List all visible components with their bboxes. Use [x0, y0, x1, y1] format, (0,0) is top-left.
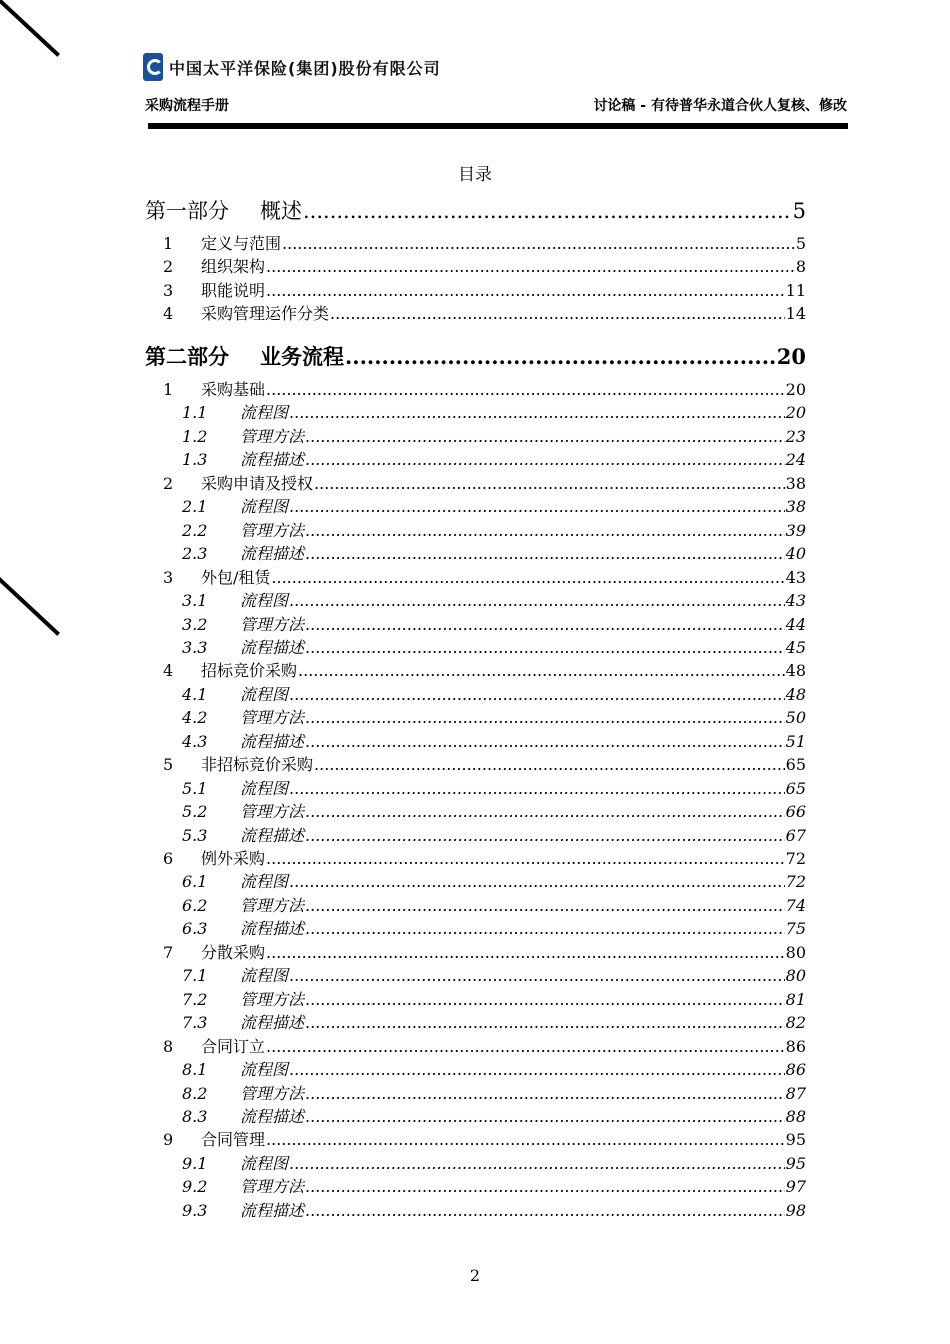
dot-leader [271, 568, 784, 586]
toc-entry-page: 40 [785, 544, 806, 564]
toc-entry-number: 9.1 [182, 1153, 208, 1173]
toc-entry-title: 管理方法 [240, 1083, 305, 1103]
toc-entry-page: 81 [785, 989, 806, 1009]
dot-leader [266, 1037, 785, 1055]
dot-leader [289, 779, 785, 797]
toc-entry-number: 2.1 [182, 497, 208, 517]
toc-subsection[interactable] [145, 776, 806, 799]
toc-entry-title: 管理方法 [240, 520, 305, 540]
dot-leader [305, 990, 785, 1008]
toc-subsection[interactable] [145, 424, 806, 447]
toc-entry-title: 合同管理 [201, 1130, 266, 1150]
dot-leader [305, 826, 785, 844]
toc-entry-number: 8.1 [182, 1060, 208, 1080]
toc-entry-number: 3 [163, 567, 174, 587]
company-logo [143, 50, 441, 84]
toc-entry-page: 5 [795, 234, 806, 253]
toc-entry-page: 95 [785, 1153, 806, 1173]
toc-entry-number: 第二部分 [145, 344, 229, 369]
toc-title: 目录 [458, 165, 492, 185]
toc-entry-page: 82 [785, 1013, 806, 1033]
toc-entry-title: 业务流程 [260, 344, 344, 369]
dot-leader [305, 708, 785, 726]
toc-subsection[interactable] [145, 799, 806, 822]
toc-section[interactable] [145, 278, 806, 301]
toc-entry-title: 招标竞价采购 [201, 661, 298, 681]
toc-entry-page: 87 [785, 1083, 806, 1103]
toc-entry-title: 合同订立 [201, 1036, 266, 1056]
toc-section[interactable] [145, 1127, 806, 1150]
toc-entry-page: 24 [785, 450, 806, 470]
manual-title: 采购流程手册 [145, 98, 229, 114]
toc-entry-title: 流程描述 [240, 919, 305, 939]
crop-mark-top [0, 0, 60, 57]
toc-entry-page: 43 [785, 591, 806, 611]
toc-section[interactable] [145, 846, 806, 869]
toc-section[interactable] [145, 254, 806, 277]
dot-leader [289, 1154, 785, 1172]
toc-entry-title: 流程描述 [240, 1106, 305, 1126]
toc-section[interactable] [145, 565, 806, 588]
toc-entry-page: 48 [785, 684, 806, 704]
toc-entry-page: 86 [785, 1060, 806, 1080]
toc-subsection[interactable] [145, 729, 806, 752]
toc-subsection[interactable] [145, 893, 806, 916]
toc-entry-title: 组织架构 [201, 257, 266, 277]
toc-entry-page: 65 [785, 755, 806, 775]
toc-entry-title: 流程描述 [240, 1200, 305, 1220]
toc-entry-number: 2.2 [182, 520, 208, 540]
toc-entry-title: 非招标竞价采购 [201, 755, 314, 775]
toc-entry-title: 流程描述 [240, 637, 305, 657]
toc-entry-page: 8 [795, 257, 806, 277]
dot-leader [298, 661, 785, 679]
toc-entry-number: 6.3 [182, 919, 208, 939]
toc-section[interactable] [145, 377, 806, 400]
toc-entry-number: 3.2 [182, 614, 208, 634]
dot-leader [266, 1130, 785, 1148]
toc-entry-page: 66 [785, 802, 806, 822]
toc-entry-title: 流程图 [240, 872, 289, 892]
toc-entry-title: 分散采购 [201, 942, 266, 962]
toc-entry-title: 采购基础 [201, 380, 266, 399]
toc-subsection[interactable] [145, 682, 806, 705]
dot-leader [289, 872, 785, 890]
toc-entry-title: 管理方法 [240, 989, 305, 1009]
toc-entry-title: 管理方法 [240, 802, 305, 822]
toc-subsection[interactable] [145, 541, 806, 564]
toc-entry-number: 5.1 [182, 778, 208, 798]
toc-section[interactable] [145, 231, 806, 254]
dot-leader [305, 638, 785, 656]
toc-entry-number: 1 [163, 234, 174, 253]
toc-entry-title: 流程描述 [240, 731, 305, 751]
toc-entry-number: 4.2 [182, 708, 208, 728]
toc-entry-number: 3 [163, 280, 174, 300]
toc-entry-title: 采购管理运作分类 [201, 304, 330, 324]
toc-entry-page: 80 [785, 942, 806, 962]
dot-leader [305, 450, 785, 468]
dot-leader [330, 304, 785, 322]
toc-entry-page: 74 [785, 895, 806, 915]
toc-entry-number: 2.3 [182, 544, 208, 564]
dot-leader [305, 1201, 785, 1219]
toc-subsection[interactable] [145, 963, 806, 986]
toc-subsection[interactable] [145, 494, 806, 517]
dot-leader [289, 497, 785, 515]
toc-entry-number: 5.2 [182, 802, 208, 822]
dot-leader [282, 234, 795, 252]
toc-entry-number: 2 [163, 473, 174, 493]
dot-leader [305, 802, 785, 820]
toc-entry-number: 2 [163, 257, 174, 277]
toc-entry-number: 第一部分 [145, 199, 229, 223]
toc-entry-page: 75 [785, 919, 806, 939]
dot-leader [303, 199, 792, 223]
toc-entry-page: 72 [785, 849, 806, 868]
toc-entry-number: 6.1 [182, 872, 208, 892]
toc-entry-title: 管理方法 [240, 1177, 305, 1197]
dot-leader [289, 966, 785, 984]
dot-leader [314, 474, 785, 492]
toc-subsection[interactable] [145, 1104, 806, 1127]
toc-entry-page: 51 [785, 731, 806, 751]
toc-subsection[interactable] [145, 588, 806, 611]
toc-section[interactable] [145, 752, 806, 775]
toc-entry-page: 45 [785, 637, 806, 657]
toc-entry-page: 95 [785, 1130, 806, 1150]
toc-entry-number: 1 [163, 380, 174, 399]
toc-entry-page: 20 [785, 403, 806, 423]
toc-entry-page: 38 [785, 473, 806, 493]
dot-leader [305, 1084, 785, 1102]
toc-entry-title: 流程描述 [240, 450, 305, 470]
toc-entry-number: 9.2 [182, 1177, 208, 1197]
dot-leader [266, 943, 785, 961]
toc-entry-title: 采购申请及授权 [201, 473, 314, 493]
toc-entry-title: 管理方法 [240, 895, 305, 915]
toc-entry-title: 定义与范围 [201, 234, 282, 253]
toc-entry-number: 7.2 [182, 989, 208, 1009]
dot-leader [305, 1177, 785, 1195]
toc-entry-number: 5.3 [182, 825, 208, 845]
toc-entry-title: 流程图 [240, 497, 289, 517]
toc-subsection[interactable] [145, 916, 806, 939]
toc-entry-page: 14 [785, 304, 806, 324]
dot-leader [289, 1060, 785, 1078]
toc-entry-page: 80 [785, 966, 806, 986]
toc-entry-page: 88 [785, 1106, 806, 1126]
toc-section[interactable] [145, 658, 806, 681]
dot-leader [345, 344, 776, 368]
toc-entry-number: 6 [163, 849, 174, 868]
toc-entry-number: 8.2 [182, 1083, 208, 1103]
toc-entry-number: 6.2 [182, 895, 208, 915]
toc-subsection[interactable] [145, 705, 806, 728]
toc-entry-title: 流程图 [240, 966, 289, 986]
toc-entry-number: 9.3 [182, 1200, 208, 1220]
toc-entry-number: 4 [163, 661, 174, 681]
toc-entry-number: 1.2 [182, 426, 208, 446]
toc-subsection[interactable] [145, 447, 806, 470]
dot-leader [289, 403, 785, 421]
toc-part[interactable] [145, 195, 806, 225]
toc-entry-page: 98 [785, 1200, 806, 1220]
dot-leader [266, 380, 785, 398]
toc-subsection[interactable] [145, 987, 806, 1010]
dot-leader [289, 685, 785, 703]
toc-entry-page: 65 [785, 778, 806, 798]
toc-entry-page: 44 [785, 614, 806, 634]
toc-entry-title: 流程图 [240, 778, 289, 798]
toc-entry-title: 流程图 [240, 1060, 289, 1080]
dot-leader [305, 615, 785, 633]
toc-subsection[interactable] [145, 869, 806, 892]
toc-entry-page: 50 [785, 708, 806, 728]
toc-entry-page: 67 [785, 825, 806, 845]
toc-entry-page: 11 [785, 280, 806, 300]
toc-entry-page: 72 [785, 872, 806, 892]
toc-entry-number: 7.3 [182, 1013, 208, 1033]
dot-leader [305, 896, 785, 914]
toc-section[interactable] [145, 471, 806, 494]
toc-entry-page: 23 [785, 426, 806, 446]
toc-entry-page: 86 [785, 1036, 806, 1056]
logo-icon [143, 53, 163, 81]
toc-section[interactable] [145, 940, 806, 963]
dot-leader [266, 849, 785, 867]
dot-leader [305, 1107, 785, 1125]
toc-entry-number: 5 [163, 755, 174, 775]
toc-entry-number: 8.3 [182, 1106, 208, 1126]
toc-section[interactable] [145, 1034, 806, 1057]
dot-leader [314, 755, 785, 773]
toc-entry-number: 4.1 [182, 684, 208, 704]
toc-entry-title: 流程描述 [240, 1013, 305, 1033]
toc-entry-number: 7 [163, 942, 174, 962]
toc-entry-title: 管理方法 [240, 708, 305, 728]
toc-subsection[interactable] [145, 1081, 806, 1104]
dot-leader [305, 427, 785, 445]
toc-entry-page: 5 [792, 199, 806, 223]
toc-entry-title: 流程图 [240, 684, 289, 704]
dot-leader [305, 1013, 785, 1031]
toc-entry-page: 38 [785, 497, 806, 517]
toc-entry-number: 1.1 [182, 403, 208, 423]
toc-part[interactable] [145, 341, 806, 371]
toc-subsection[interactable] [145, 1151, 806, 1174]
toc-entry-title: 概述 [260, 199, 302, 223]
toc-entry-number: 1.3 [182, 450, 208, 470]
toc-entry-number: 4.3 [182, 731, 208, 751]
toc-entry-title: 流程描述 [240, 825, 305, 845]
toc-entry-title: 流程描述 [240, 544, 305, 564]
dot-leader [305, 732, 785, 750]
toc-entry-number: 8 [163, 1036, 174, 1056]
page-number: 2 [469, 1266, 481, 1285]
toc-entry-page: 43 [785, 567, 806, 587]
toc-subsection[interactable] [145, 823, 806, 846]
toc-entry-title: 管理方法 [240, 614, 305, 634]
dot-leader [289, 591, 785, 609]
dot-leader [305, 919, 785, 937]
toc-entry-title: 管理方法 [240, 426, 305, 446]
toc-subsection[interactable] [145, 612, 806, 635]
toc-entry-page: 20 [776, 344, 806, 369]
toc-subsection[interactable] [145, 518, 806, 541]
dot-leader [266, 257, 795, 275]
toc-entry-number: 4 [163, 304, 174, 324]
dot-leader [266, 281, 785, 299]
toc-entry-page: 39 [785, 520, 806, 540]
toc-entry-number: 3.3 [182, 637, 208, 657]
logo-text: 中国太平洋保险(集团)股份有限公司 [169, 58, 441, 78]
toc-entry-title: 职能说明 [201, 280, 266, 300]
toc-subsection[interactable] [145, 1057, 806, 1080]
toc-entry-page: 48 [785, 661, 806, 681]
toc-subsection[interactable] [145, 1174, 806, 1197]
crop-mark-middle [0, 577, 60, 636]
toc-entry-number: 7.1 [182, 966, 208, 986]
dot-leader [305, 544, 785, 562]
dot-leader [305, 521, 785, 539]
draft-notice: 讨论稿 - 有待普华永道合伙人复核、修改 [593, 98, 847, 114]
toc-entry-title: 流程图 [240, 591, 289, 611]
toc-entry-number: 3.1 [182, 591, 208, 611]
toc-entry-page: 97 [785, 1177, 806, 1197]
toc-subsection[interactable] [145, 1010, 806, 1033]
toc-entry-title: 外包/租赁 [201, 567, 271, 587]
toc-subsection[interactable] [145, 635, 806, 658]
toc-subsection[interactable] [145, 400, 806, 423]
toc-entry-number: 9 [163, 1130, 174, 1150]
toc-subsection[interactable] [145, 1198, 806, 1221]
header-rule [148, 123, 848, 129]
toc-entry-title: 流程图 [240, 1153, 289, 1173]
toc-section[interactable] [145, 301, 806, 324]
toc-entry-title: 流程图 [240, 403, 289, 423]
toc-entry-title: 例外采购 [201, 849, 266, 868]
toc-entry-page: 20 [785, 380, 806, 399]
